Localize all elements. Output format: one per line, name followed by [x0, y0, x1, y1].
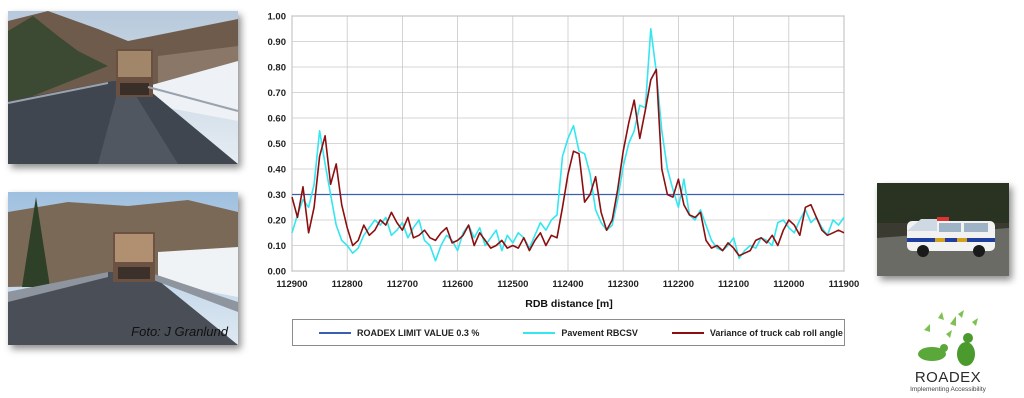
y-tick-label: 0.30 — [267, 190, 286, 201]
legend-item-pavement — [523, 328, 638, 338]
legend-swatch-pavement — [523, 332, 555, 334]
y-tick-label: 0.40 — [267, 164, 286, 176]
legend-item-limit — [319, 328, 479, 338]
x-tick-label: 111900 — [828, 279, 860, 290]
truck-photo-rear-view — [8, 11, 238, 164]
truck-on-bridge-photo — [8, 192, 238, 345]
x-tick-label: 112300 — [607, 279, 639, 290]
y-tick-label: 0.20 — [267, 215, 286, 227]
roadex-birds-icon — [898, 310, 998, 370]
legend-item-roll-angle — [672, 328, 843, 338]
legend-swatch-limit — [319, 332, 351, 334]
x-tick-label: 112000 — [773, 279, 805, 290]
x-tick-label: 112900 — [276, 279, 308, 290]
legend-label-pavement: Pavement RBCSV — [561, 327, 638, 338]
y-tick-label: 0.00 — [267, 266, 286, 278]
y-tick-label: 0.60 — [267, 113, 286, 125]
legend-label-limit: ROADEX LIMIT VALUE 0.3 % — [357, 327, 480, 338]
y-tick-label: 0.70 — [267, 88, 286, 99]
y-tick-label: 0.10 — [267, 241, 286, 252]
x-tick-label: 112200 — [662, 279, 694, 290]
roll-angle-line-chart — [248, 8, 860, 314]
x-tick-label: 112800 — [331, 279, 363, 290]
x-tick-label: 112600 — [442, 279, 474, 290]
y-tick-label: 1.00 — [267, 11, 286, 23]
x-tick-label: 112100 — [718, 279, 750, 290]
chart-legend — [292, 319, 845, 346]
legend-swatch-roll-angle — [672, 332, 704, 334]
photo-caption: Foto: J Granlund — [131, 324, 228, 339]
chart-grid — [292, 16, 844, 271]
van-photo — [877, 183, 1009, 276]
roadex-logo-text: ROADEX — [914, 369, 982, 386]
y-tick-label: 0.90 — [267, 37, 286, 48]
x-tick-label: 112700 — [386, 279, 418, 290]
roadex-logo-tagline: Implementing Accessibility — [910, 386, 986, 393]
x-tick-label: 112500 — [497, 279, 529, 290]
y-tick-label: 0.50 — [267, 139, 286, 150]
y-tick-label: 0.80 — [267, 62, 286, 74]
legend-label-roll-angle: Variance of truck cab roll angle — [709, 327, 843, 338]
x-axis-label: RDB distance [m] — [525, 298, 613, 310]
x-tick-label: 112400 — [552, 279, 584, 290]
roadex-logo — [898, 310, 998, 396]
